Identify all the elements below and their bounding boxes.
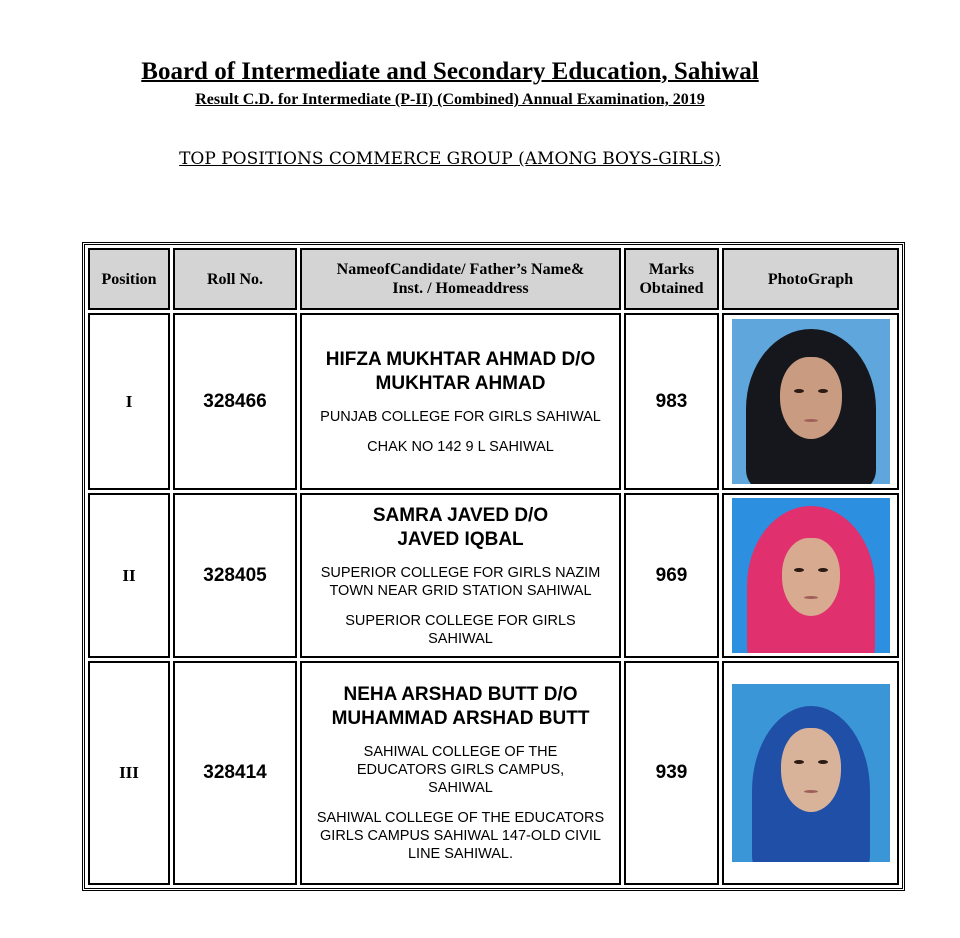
photo-face [780, 357, 842, 439]
candidate-cell [300, 661, 621, 885]
candidate-address: CHAK NO 142 9 L SAHIWAL [367, 438, 554, 455]
header-position: Position [88, 248, 170, 310]
header-candidate-line2: Inst. / Homeaddress [392, 280, 529, 297]
position-cell: II [88, 493, 170, 658]
photo-eye [794, 760, 804, 764]
candidate-cell [300, 313, 621, 490]
header-candidate-line1: NameofCandidate/ Father’s Name& [336, 261, 585, 278]
board-title: Board of Intermediate and Secondary Education, Sahiwal [141, 58, 759, 85]
candidate-name: HIFZA MUKHTAR AHMAD D/O MUKHTAR AHMAD [325, 348, 596, 394]
roll-no-cell: 328405 [173, 493, 297, 658]
roll-no-cell: 328466 [173, 313, 297, 490]
candidate-institute: SAHIWAL COLLEGE OF THE EDUCATORS GIRLS CAMPUS, SAHIWAL [356, 744, 565, 796]
marks-cell: 983 [624, 313, 719, 490]
header-marks [624, 248, 719, 310]
marks-cell: 939 [624, 661, 719, 885]
top-positions-table [82, 242, 905, 891]
group-heading: TOP POSITIONS COMMERCE GROUP (AMONG BOYS-GIRLS) [179, 149, 721, 169]
photo-mouth [804, 790, 818, 793]
photo-face [782, 538, 840, 616]
candidate-address: SAHIWAL COLLEGE OF THE EDUCATORS GIRLS CAMPUS SAHIWAL 147-OLD CIVIL LINE SAHIWAL. [316, 810, 605, 862]
photo-face [781, 728, 841, 812]
position-cell: I [88, 313, 170, 490]
table-row [88, 313, 899, 490]
photo-cell [722, 313, 899, 490]
photo-eye [818, 389, 828, 393]
photo-cell [722, 493, 899, 658]
photo-eye [794, 568, 804, 572]
photo-eye [818, 568, 828, 572]
candidate-cell [300, 493, 621, 658]
marks-cell: 969 [624, 493, 719, 658]
candidate-institute: PUNJAB COLLEGE FOR GIRLS SAHIWAL [320, 408, 601, 425]
photo-eye [818, 760, 828, 764]
candidate-address: SUPERIOR COLLEGE FOR GIRLS SAHIWAL [345, 612, 576, 647]
header-marks-line2: Obtained [639, 280, 704, 297]
table-row [88, 493, 899, 658]
photo-cell [722, 661, 899, 885]
candidate-photo [732, 498, 890, 653]
candidate-name: SAMRA JAVED D/O JAVED IQBAL [372, 504, 549, 550]
candidate-institute: SUPERIOR COLLEGE FOR GIRLS NAZIM TOWN NEAR GRID STATION SAHIWAL [320, 564, 601, 599]
table-row [88, 661, 899, 885]
photo-eye [794, 389, 804, 393]
header-photograph: PhotoGraph [722, 248, 899, 310]
candidate-name: NEHA ARSHAD BUTT D/O MUHAMMAD ARSHAD BUTT [331, 684, 590, 729]
header-candidate-details [300, 248, 621, 310]
header-marks-line1: Marks [648, 261, 695, 278]
roll-no-cell: 328414 [173, 661, 297, 885]
candidate-photo [732, 684, 890, 862]
position-cell: III [88, 661, 170, 885]
photo-mouth [804, 419, 818, 422]
photo-mouth [804, 596, 818, 599]
candidate-photo [732, 319, 890, 484]
table-header-row [88, 248, 899, 310]
header-roll-no: Roll No. [173, 248, 297, 310]
result-subtitle: Result C.D. for Intermediate (P-II) (Combined) Annual Examination, 2019 [195, 91, 705, 108]
